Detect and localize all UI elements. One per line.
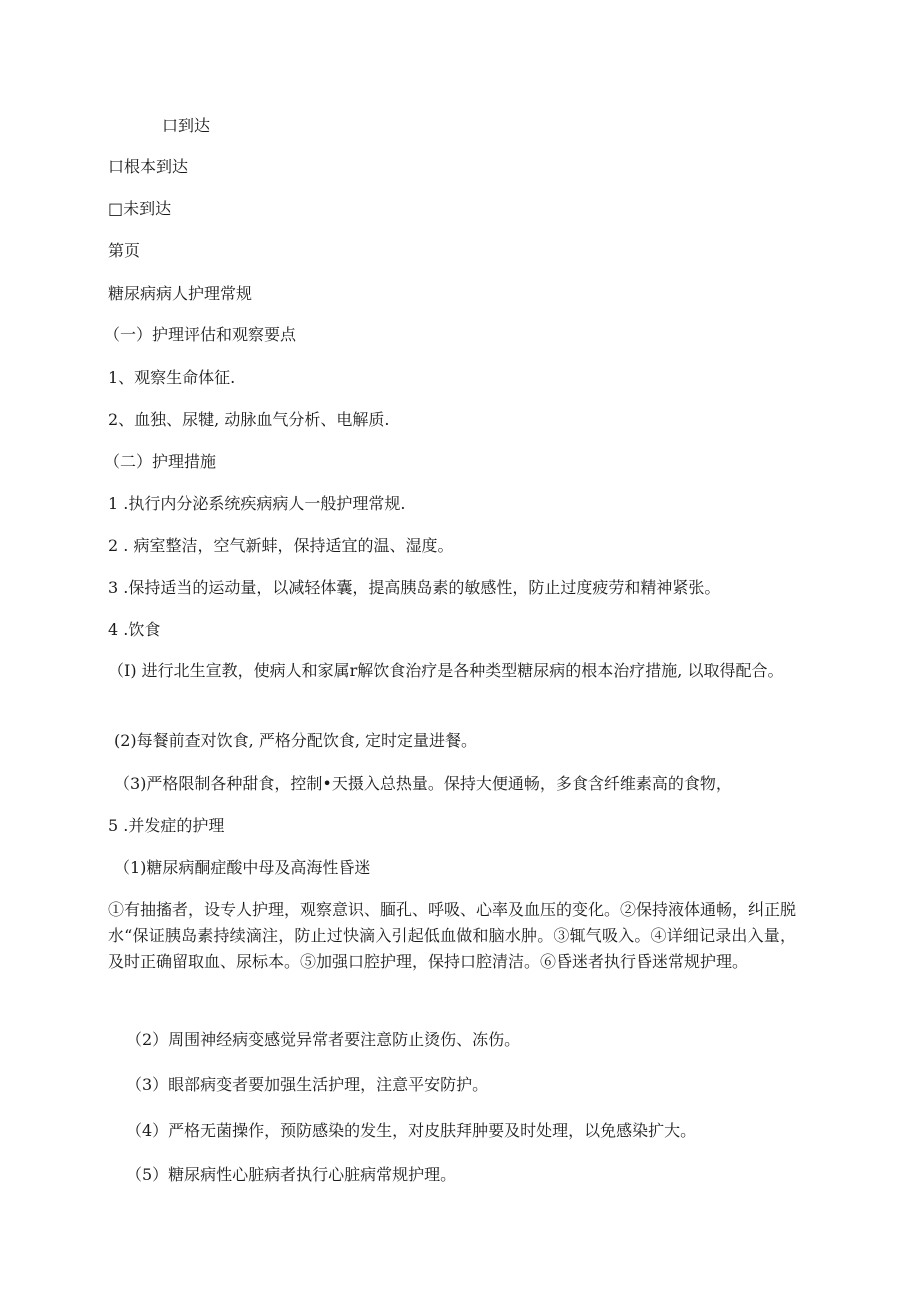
complication-4: （4）严格无菌操作，预防感染的发生，对皮肤拜肿要及时处理，以免感染扩大。 xyxy=(126,1121,697,1140)
diet-item-1: （I) 进行北生宣教，使病人和家属r解饮食治疗是各种类型糖尿病的根本治疗措施, 以取得配合。 xyxy=(108,661,784,680)
assessment-item-1: 1、观察生命体征. xyxy=(108,368,236,387)
complication-1-body: ①有抽搐者，设专人护理，观察意识、腼孔、呼吸、心率及血压的变化。②保持液体通畅，纠正脱水“保证胰岛素持续滴注，防止过快滴入引起低血做和脑水肿。③辄气吸入。④详细记录出入量，及时正确留取血、尿标本。⑤加强口腔护理，保持口腔清洁。⑥昏迷者执行昏迷常规护理。 xyxy=(108,900,797,971)
assessment-item-2: 2、血独、尿犍, 动脉血气分析、电解质. xyxy=(108,410,390,429)
page-label: 第页 xyxy=(108,241,141,260)
complication-1-heading: （1)糖尿病酮症酸中母及高海性昏迷 xyxy=(114,858,371,877)
complication-5: （5）糖尿病性心脏病者执行心脏病常规护理。 xyxy=(126,1165,457,1184)
complication-2: （2）周围神经病变感觉异常者要注意防止烫伤、冻伤。 xyxy=(126,1030,521,1049)
complication-3: （3）眼部病变者要加强生活护理，注意平安防护。 xyxy=(126,1075,489,1094)
checkbox-basically-reached: 口根本到达 xyxy=(108,157,189,176)
complications-heading: 5 .并发症的护理 xyxy=(108,816,225,835)
measure-item-3: 3 .保持适当的运动量，以减轻体囊，提高胰岛素的敏感性，防止过度疲劳和精神紧张。 xyxy=(108,578,721,597)
checkbox-reached: 口到达 xyxy=(162,116,211,135)
section-heading-assessment: （一）护理评估和观察要点 xyxy=(104,325,297,344)
diet-item-3: （3)严格限制各种甜食，控制•天摄入总热量。保持大便通畅，多食含纤维素高的食物， xyxy=(114,774,732,793)
measure-item-4: 4 .饮食 xyxy=(108,620,161,639)
section-heading-measures: （二）护理措施 xyxy=(104,452,217,471)
checkbox-not-reached: □未到达 xyxy=(108,199,172,218)
document-title: 糖尿病病人护理常规 xyxy=(108,284,253,303)
measure-item-1: 1 .执行内分泌系统疾病病人一般护理常规. xyxy=(108,494,406,513)
diet-item-2: (2)每餐前查对饮食, 严格分配饮食, 定时定量进餐。 xyxy=(114,731,478,750)
measure-item-2: 2 . 病室整洁，空气新蚌，保持适宜的温、湿度。 xyxy=(108,536,454,555)
